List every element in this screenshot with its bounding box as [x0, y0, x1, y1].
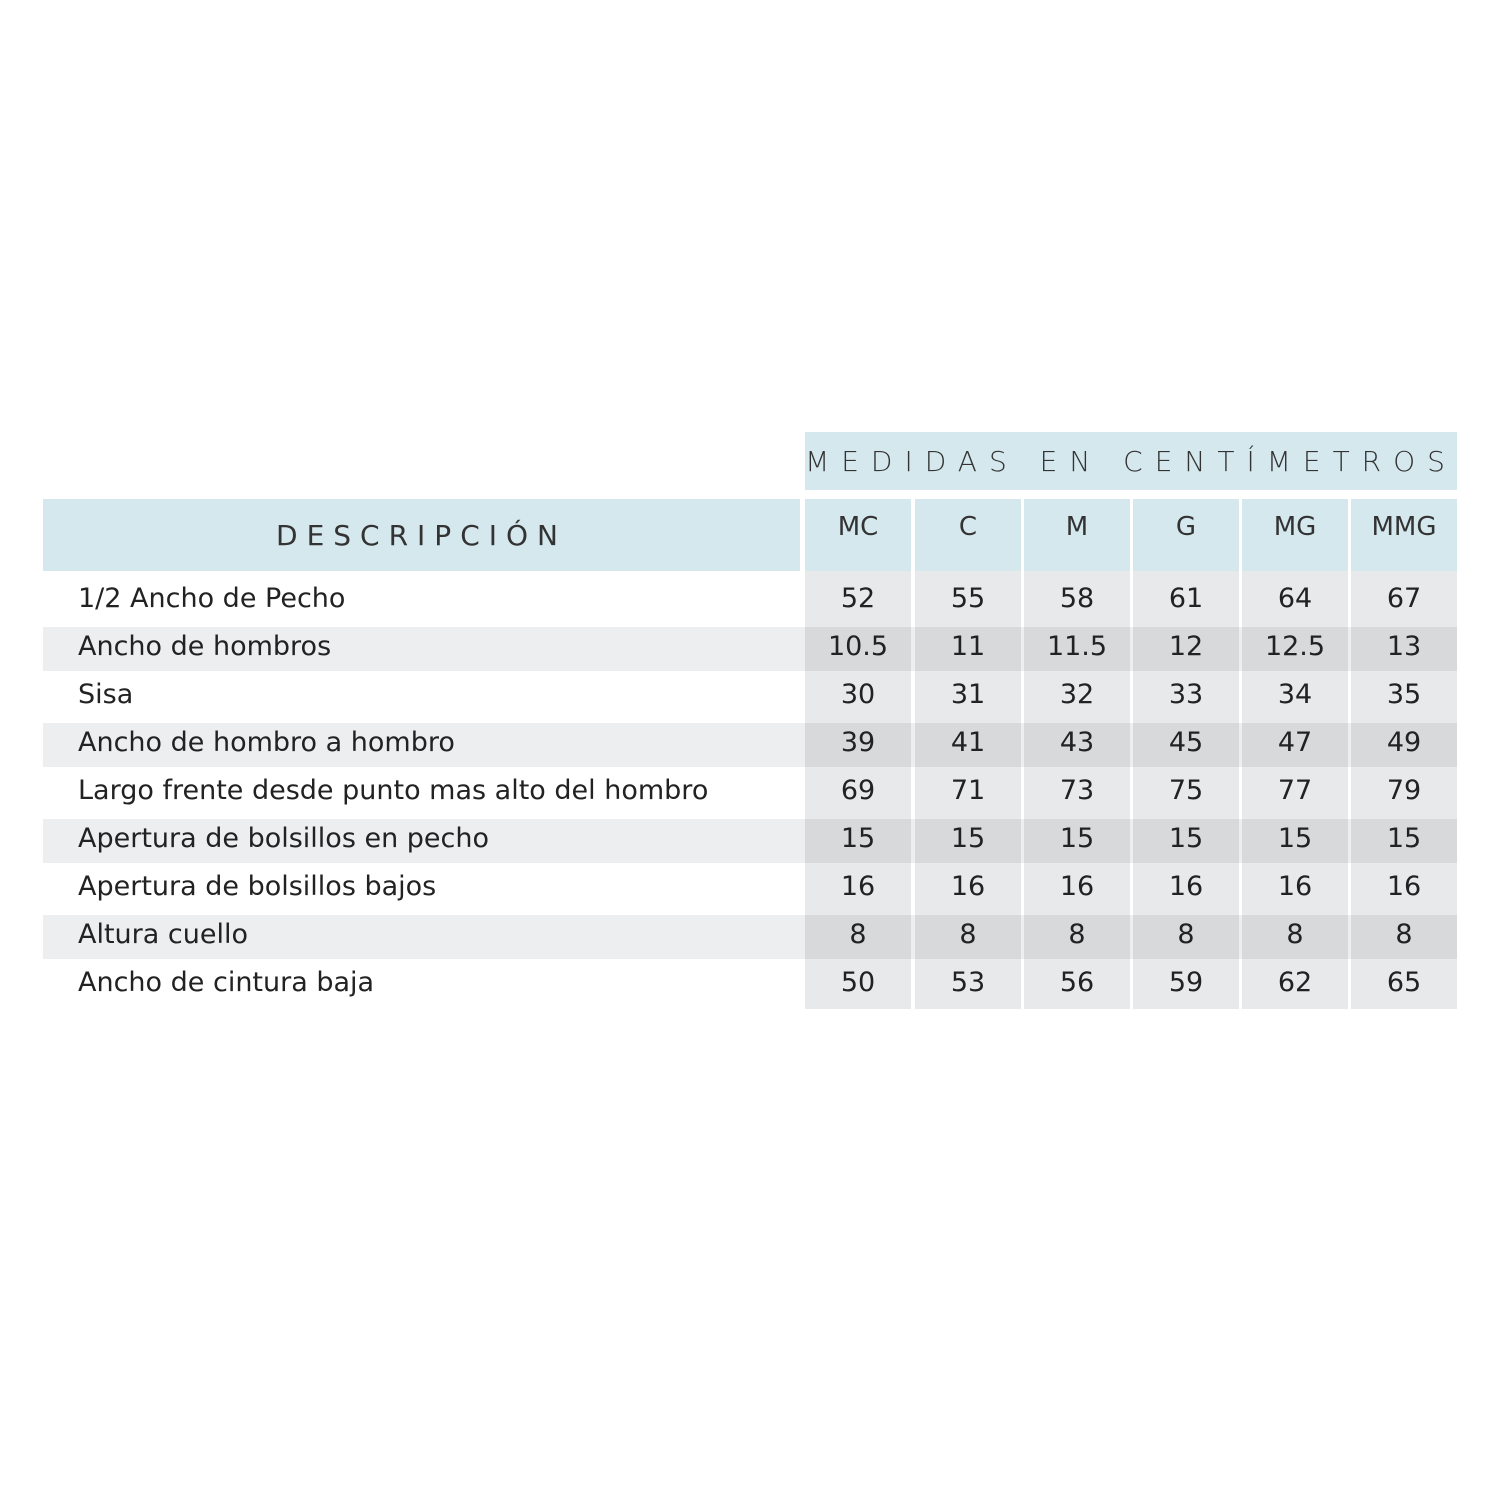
table-cell-value: 65 [1386, 967, 1422, 998]
table-cell-value: 73 [1059, 775, 1095, 806]
size-header-mg: MG [1242, 499, 1348, 571]
table-cell-value: 16 [1386, 871, 1422, 902]
row-label: Sisa [78, 679, 134, 710]
table-cell-value: 10.5 [827, 631, 889, 662]
table-cell-value: 8 [1286, 919, 1304, 950]
table-cell-value: 67 [1386, 583, 1422, 614]
table-cell-value: 12.5 [1264, 631, 1326, 662]
table-cell-value: 11.5 [1046, 631, 1108, 662]
table-cell-value: 15 [1059, 823, 1095, 854]
table-cell-value: 33 [1168, 679, 1204, 710]
table-cell-value: 77 [1277, 775, 1313, 806]
table-cell-value: 43 [1059, 727, 1095, 758]
row-label: Ancho de hombros [78, 631, 332, 662]
table-cell-value: 12 [1168, 631, 1204, 662]
table-cell-value: 52 [840, 583, 876, 614]
table-cell-value: 16 [950, 871, 986, 902]
table-cell-value: 64 [1277, 583, 1313, 614]
table-cell-value: 35 [1386, 679, 1422, 710]
table-cell-value: 32 [1059, 679, 1095, 710]
table-cell-value: 8 [1395, 919, 1413, 950]
table-cell-value: 50 [840, 967, 876, 998]
table-cell-value: 15 [1277, 823, 1313, 854]
table-cell-value: 13 [1386, 631, 1422, 662]
table-cell-value: 15 [840, 823, 876, 854]
table-cell-value: 16 [1277, 871, 1313, 902]
table-cell-value: 55 [950, 583, 986, 614]
table-cell-value: 16 [1059, 871, 1095, 902]
row-label: 1/2 Ancho de Pecho [78, 583, 346, 614]
table-cell-value: 53 [950, 967, 986, 998]
row-label: Ancho de cintura baja [78, 967, 375, 998]
row-label: Apertura de bolsillos en pecho [78, 823, 490, 854]
table-cell-value: 79 [1386, 775, 1422, 806]
table-cell-value: 56 [1059, 967, 1095, 998]
size-header-m: M [1024, 499, 1130, 571]
table-cell-value: 15 [1386, 823, 1422, 854]
table-cell-value: 16 [1168, 871, 1204, 902]
table-cell-value: 45 [1168, 727, 1204, 758]
table-cell-value: 49 [1386, 727, 1422, 758]
table-cell-value: 62 [1277, 967, 1313, 998]
table-cell-value: 61 [1168, 583, 1204, 614]
table-cell-value: 47 [1277, 727, 1313, 758]
table-cell-value: 34 [1277, 679, 1313, 710]
row-label: Ancho de hombro a hombro [78, 727, 455, 758]
table-cell-value: 15 [1168, 823, 1204, 854]
size-header-c: C [915, 499, 1021, 571]
table-cell-value: 75 [1168, 775, 1204, 806]
description-header: DESCRIPCIÓN [43, 499, 800, 571]
table-cell-value: 58 [1059, 583, 1095, 614]
table-cell-value: 69 [840, 775, 876, 806]
table-cell-value: 11 [950, 631, 986, 662]
measures-header: MEDIDAS EN CENTÍMETROS [805, 432, 1457, 490]
table-cell-value: 41 [950, 727, 986, 758]
table-cell-value: 16 [840, 871, 876, 902]
table-cell-value: 59 [1168, 967, 1204, 998]
size-header-g: G [1133, 499, 1239, 571]
table-cell-value: 8 [1177, 919, 1195, 950]
table-cell-value: 8 [959, 919, 977, 950]
row-label: Altura cuello [78, 919, 248, 950]
size-header-mc: MC [805, 499, 911, 571]
size-header-mmg: MMG [1351, 499, 1457, 571]
row-label: Largo frente desde punto mas alto del hombro [78, 775, 709, 806]
table-cell-value: 15 [950, 823, 986, 854]
table-cell-value: 8 [849, 919, 867, 950]
row-label: Apertura de bolsillos bajos [78, 871, 437, 902]
table-cell-value: 39 [840, 727, 876, 758]
table-cell-value: 8 [1068, 919, 1086, 950]
table-cell-value: 31 [950, 679, 986, 710]
table-cell-value: 71 [950, 775, 986, 806]
table-cell-value: 30 [840, 679, 876, 710]
